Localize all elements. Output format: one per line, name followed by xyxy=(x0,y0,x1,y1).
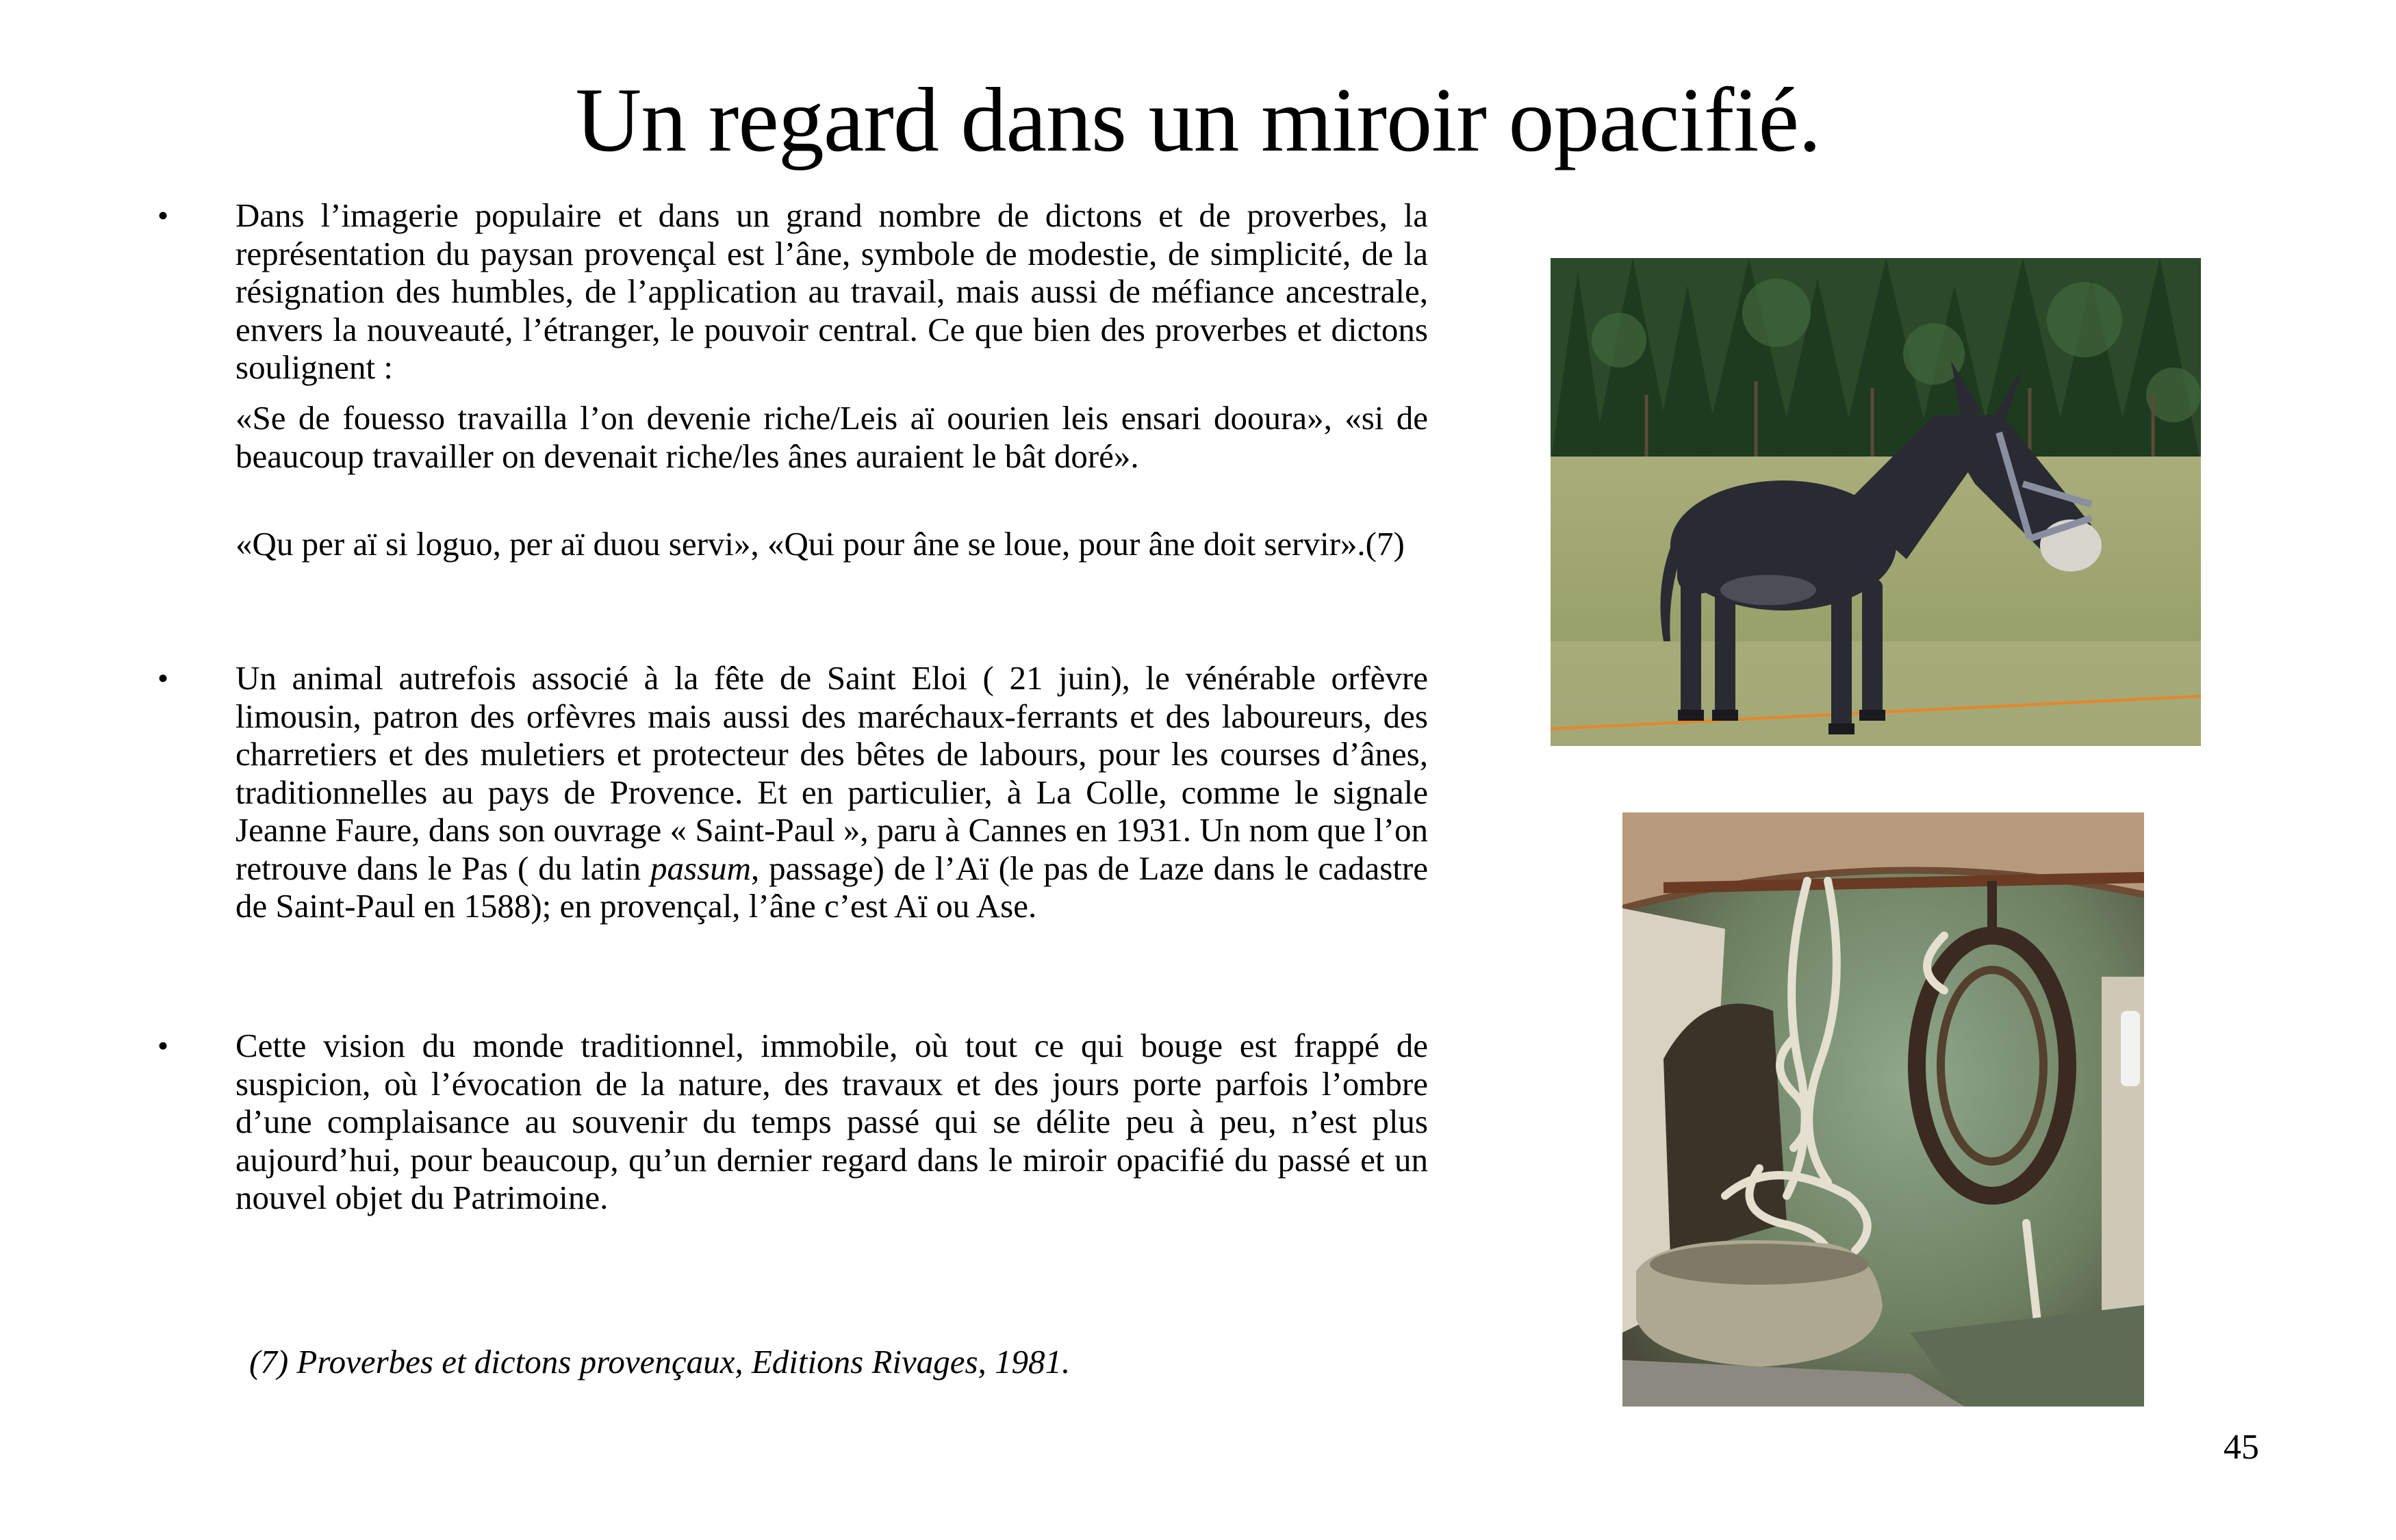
well-illustration xyxy=(1622,812,2144,1407)
bullet-paragraph-1: Dans l’imagerie populaire et dans un grand nombre de dictons et de proverbes, la représentation du paysan provençal est l’âne, symbole de modestie, de simplicité, de la résignation des humbles, de l’application au travail, mais aussi de méfiance ancestrale, envers la nouveauté, l’étranger, le pouvoir central. Ce que bien des proverbes et dictons soulignent : xyxy=(235,196,1428,386)
paragraph-text: , passage) de l’Aï (le pas de Laze dans le cadastre de Saint-Paul en 1588); en provençal, l’âne c’est Aï ou Ase. xyxy=(235,849,1428,925)
donkey-illustration xyxy=(1551,258,2201,746)
bullet-paragraph-3: Cette vision du monde traditionnel, immobile, où tout ce qui bouge est frappé de suspicion, où l’évocation de la nature, des travaux et des jours porte parfois l’ombre d’une complaisance au souvenir du temps passé qui se délite peu à peu, n’est plus aujourd’hui, pour beaucoup, qu’un dernier regard dans le miroir opacifié du passé et un nouvel objet du Patrimoine. xyxy=(235,1027,1428,1216)
bullet-marker: • xyxy=(157,660,169,695)
proverb-quote-1: «Se de fouesso travailla l’on devenie riche/Leis aï oourien leis ensari dooura», «si de beaucoup travailler on devenait riche/les ânes auraient le bât doré». xyxy=(235,399,1428,475)
page-title: Un regard dans un miroir opacifié. xyxy=(575,69,1821,170)
latin-term: passum xyxy=(650,849,752,887)
page-number: 45 xyxy=(2223,1428,2259,1467)
proverb-quote-2: «Qu per aï si loguo, per aï duou servi», «Qui pour âne se loue, pour âne doit servir».(7) xyxy=(235,525,1405,563)
bullet-paragraph-2 xyxy=(235,659,1428,925)
paragraph-text: Un animal autrefois associé à la fête de Saint Eloi ( 21 juin), le vénérable orfèvre limousin, patron des orfèvres mais aussi des maréchaux-ferrants et des laboureurs, des charretiers et des muletiers et protecteur des bêtes de labours, pour les courses d’ânes, traditionnelles au pays de Provence. Et en particulier, à La Colle, comme le signale Jeanne Faure, dans son ouvrage « Saint-Paul », paru à Cannes en 1931. Un nom que l’on retrouve dans le Pas ( du latin xyxy=(235,659,1428,887)
bullet-marker: • xyxy=(157,198,169,233)
bullet-marker: • xyxy=(157,1028,169,1063)
footnote: (7) Proverbes et dictons provençaux, Editions Rivages, 1981. xyxy=(249,1343,1071,1381)
well-pulley-photo xyxy=(1622,812,2144,1407)
donkey-photo xyxy=(1551,258,2201,746)
